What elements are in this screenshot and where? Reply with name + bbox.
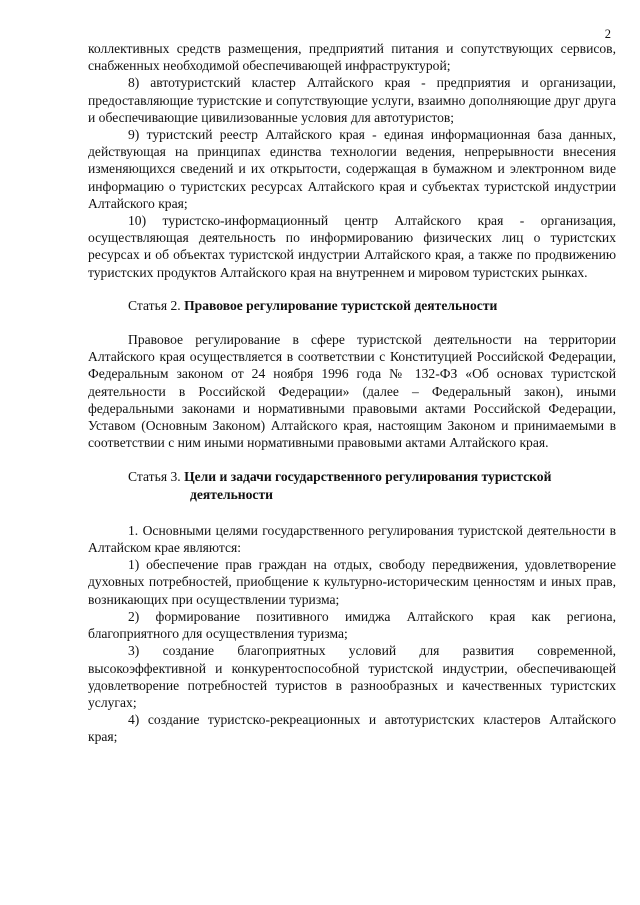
goal-item-1: 1) обеспечение прав граждан на отдых, свободу передвижения, удовлетворение духовных потребностей, приобщение к культурно-историческим ценностям и иных прав, возникающих при осуществлении туризма; [88, 557, 616, 607]
article-3-prefix: Статья 3. [128, 469, 185, 485]
paragraph: коллективных средств размещения, предприятий питания и сопутствующих сервисов, снабженных необходимой обеспечивающей инфраструктурой; [88, 41, 616, 74]
goal-item-2: 2) формирование позитивного имиджа Алтайского края как региона, благоприятного для осуществления туризма; [88, 608, 616, 642]
goal-item-3: 3) создание благоприятных условий для развития современной, высокоэффективной и конкурентоспособной туристской индустрии, обеспечивающей удовлетворение потребностей туристов в разнообразных и качественных туристских услугах; [88, 643, 616, 710]
article-2-title: Правовое регулирование туристской деятельности [184, 297, 498, 313]
article-3-title-line1: Цели и задачи государственного регулирования туристской [184, 469, 552, 485]
article-2-heading [88, 297, 616, 314]
article-2-prefix: Статья 2. [128, 297, 185, 313]
article-3-heading [88, 468, 616, 502]
article-2-text: Правовое регулирование в сфере туристской деятельности на территории Алтайского края осуществляется в соответствии с Конституцией Российской Федерации, Федеральным законом от 24 ноября 1996 года № 132-ФЗ «Об основах туристской деятельности в Российской Федерации» (далее – Федеральный закон), иными федеральными законами и нормативными правовыми актами Российской Федерации, Уставом (Основным Законом) Алтайского края, настоящим Законом и принимаемыми в соответствии с ним иными нормативными правовыми актами Алтайского края. [88, 332, 616, 451]
document-body [88, 40, 616, 746]
definition-item-8: 8) автотуристский кластер Алтайского края - предприятия и организации, предоставляющие туристские и сопутствующие услуги, взаимно дополняющие друг друга и обеспечивающие цивилизованные условия для автотуристов; [88, 75, 616, 125]
definition-item-10: 10) туристско-информационный центр Алтайского края - организация, осуществляющая деятельность по информированию физических лиц о туристских ресурсах и об объектах туристской индустрии Алтайского края, а также по продвижению туристских продуктов Алтайского края на внутреннем и мировом туристских рынках. [88, 213, 616, 280]
page-number: 2 [604, 27, 611, 41]
article-3-intro: 1. Основными целями государственного регулирования туристской деятельности в Алтайском крае являются: [88, 522, 616, 556]
definition-item-9: 9) туристский реестр Алтайского края - единая информационная база данных, действующая на принципах единства технологии ведения, непрерывности внесения изменяющихся сведений и их открытости, содержащая в бумажном и электронном виде информацию о туристских ресурсах Алтайского края и субъектах туристской индустрии Алтайского края; [88, 127, 616, 211]
article-3-title-line2: деятельности [190, 486, 273, 502]
goal-item-4: 4) создание туристско-рекреационных и автотуристских кластеров Алтайского края; [88, 712, 616, 745]
